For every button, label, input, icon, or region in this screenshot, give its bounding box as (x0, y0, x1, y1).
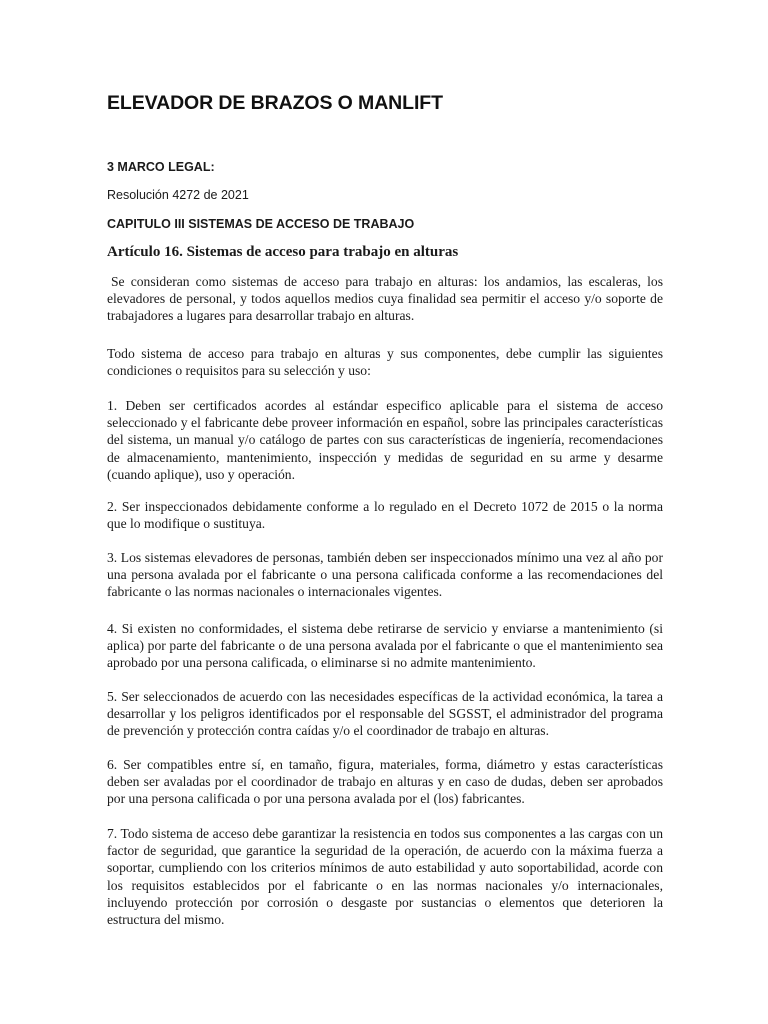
list-item-3: 3. Los sistemas elevadores de personas, también deben ser inspeccionados mínimo una vez al año por una persona avalada por el fabricante o una persona calificada conforme a las recomendaciones del fabricante o las normas nacionales o internacionales vigentes. (107, 550, 663, 600)
article-heading: Artículo 16. Sistemas de acceso para trabajo en alturas (107, 244, 459, 260)
paragraph-intro: Se consideran como sistemas de acceso para trabajo en alturas: los andamios, las escaleras, los elevadores de personal, y todos aquellos medios cuya finalidad sea permitir el acceso y/o soporte de trabajadores a lugares para desarrollar trabajo en alturas. (107, 274, 663, 324)
chapter-heading: CAPITULO III SISTEMAS DE ACCESO DE TRABAJO (107, 217, 415, 231)
list-item-5: 5. Ser seleccionados de acuerdo con las necesidades específicas de la actividad económica, la tarea a desarrollar y los peligros identificados por el responsable del SGSST, el administrador del programa de prevención y protección contra caídas y/o el coordinador de trabajo en alturas. (107, 689, 663, 739)
document-title: ELEVADOR DE BRAZOS O MANLIFT (107, 92, 443, 114)
paragraph-conditions: Todo sistema de acceso para trabajo en alturas y sus componentes, debe cumplir las siguientes condiciones o requisitos para su selección y uso: (107, 346, 663, 379)
resolution-line: Resolución 4272 de 2021 (107, 188, 249, 202)
list-item-6: 6. Ser compatibles entre sí, en tamaño, figura, materiales, forma, diámetro y estas características deben ser avaladas por el coordinador de trabajo en alturas y en caso de dudas, deben ser aprobados por una persona calificada o por una persona avalada por el (los) fabricantes. (107, 757, 663, 807)
list-item-1: 1. Deben ser certificados acordes al estándar especifico aplicable para el sistema de acceso seleccionado y el fabricante debe proveer información en español, sobre las principales características del sistema, un manual y/o catálogo de partes con sus características de ingeniería, recomendaciones de almacenamiento, mantenimiento, inspección y medidas de seguridad en su arme y desarme (cuando aplique), uso y operación. (107, 398, 663, 482)
list-item-7: 7. Todo sistema de acceso debe garantizar la resistencia en todos sus componentes a las cargas con un factor de seguridad, que garantice la seguridad de la operación, de acuerdo con la máxima fuerza a soportar, cumpliendo con los criterios mínimos de auto estabilidad y auto soportabilidad, acorde con los requisitos establecidos por el fabricante o en las normas nacionales y/o internacionales, incluyendo protección por corrosión o desgaste por sustancias o elementos que deterioren la estructura del mismo. (107, 826, 663, 928)
list-item-2: 2. Ser inspeccionados debidamente conforme a lo regulado en el Decreto 1072 de 2015 o la norma que lo modifique o sustituya. (107, 499, 663, 532)
list-item-4: 4. Si existen no conformidades, el sistema debe retirarse de servicio y enviarse a mantenimiento (si aplica) por parte del fabricante o de una persona avalada por el fabricante o que el mantenimiento sea aprobado por una persona calificada, o eliminarse si no admite mantenimiento. (107, 621, 663, 671)
section-heading: 3 MARCO LEGAL: (107, 160, 215, 174)
